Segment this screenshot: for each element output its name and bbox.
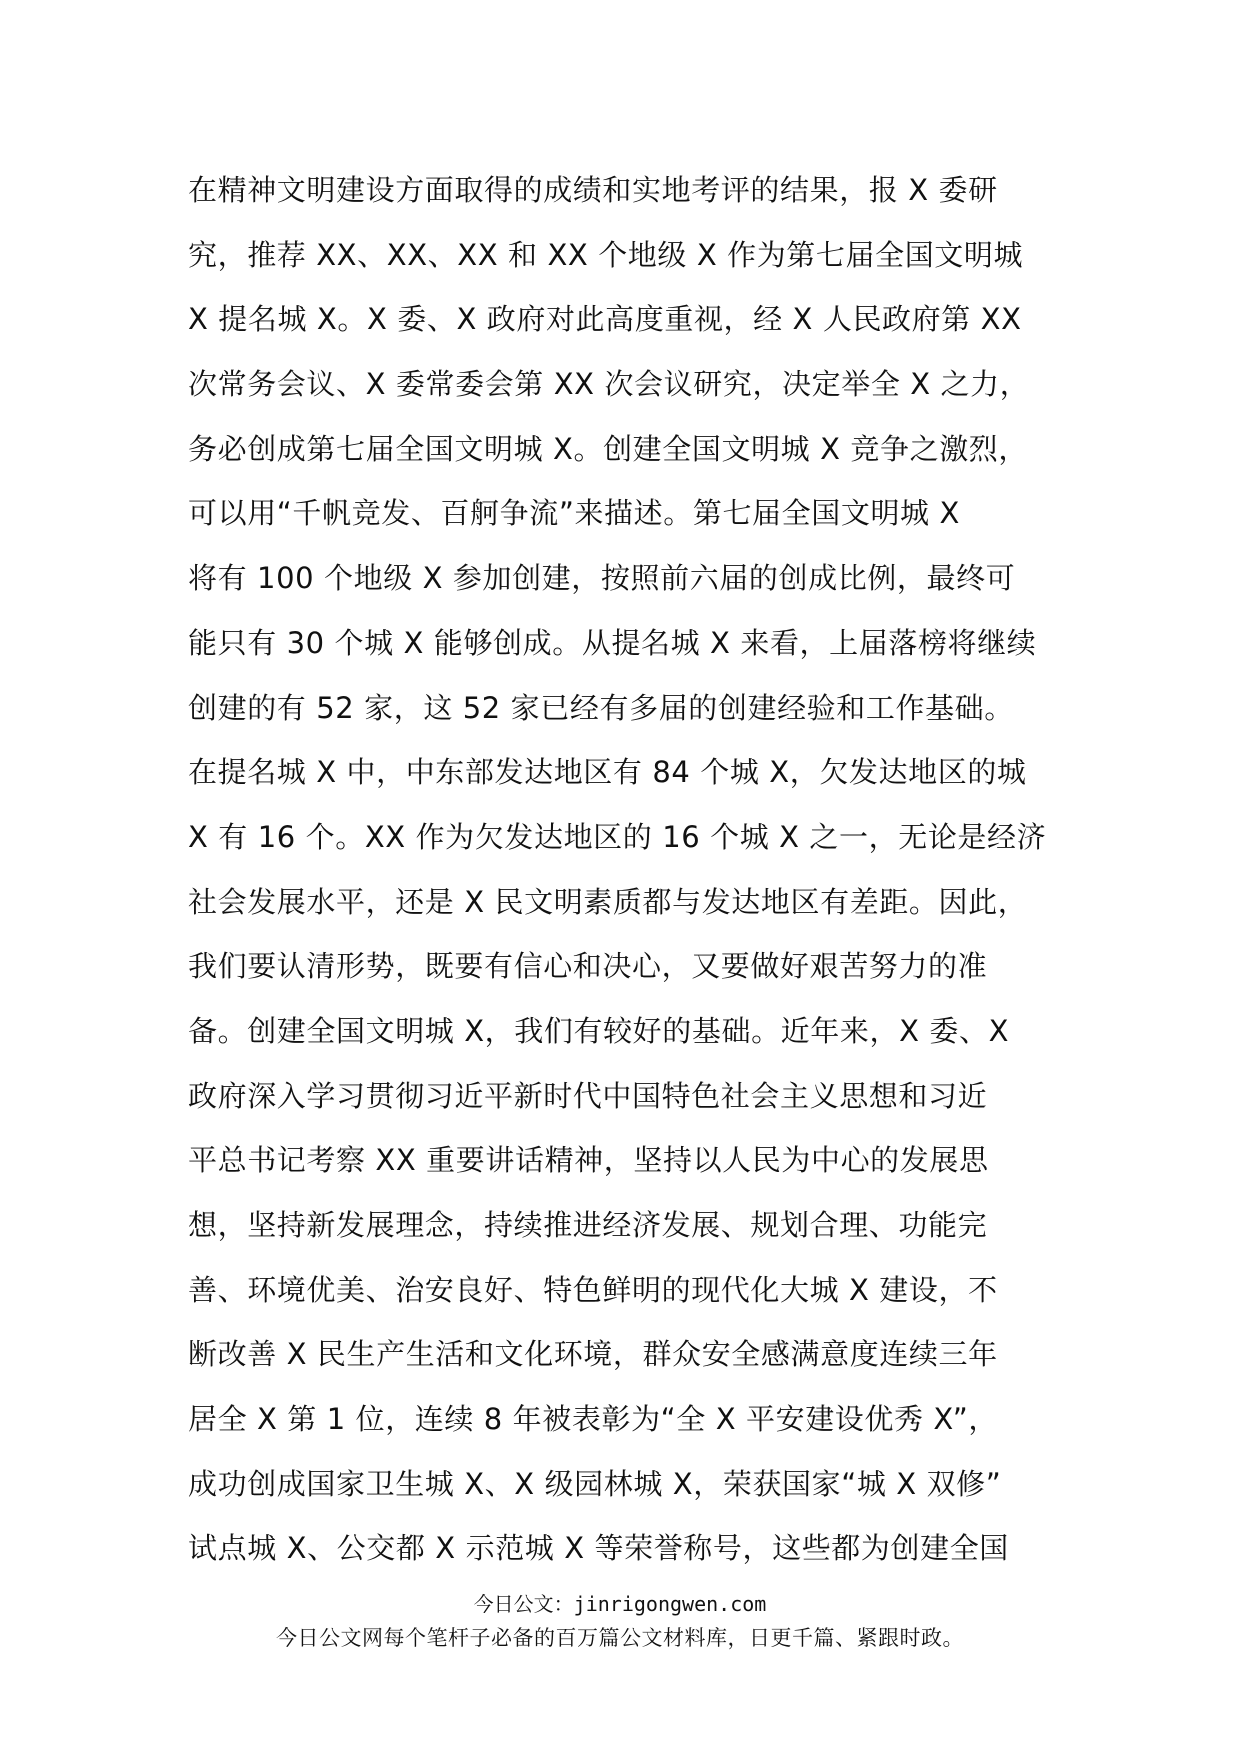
body-text [188, 158, 1068, 1581]
text-line: 创建的有 52 家，这 52 家已经有多届的创建经验和工作基础。 [188, 690, 1014, 725]
text-line: 试点城 X、公交都 X 示范城 X 等荣誉称号，这些都为创建全国 [188, 1531, 1009, 1566]
text-line: 居全 X 第 1 位，连续 8 年被表彰为“全 X 平安建设优秀 X”， [188, 1402, 998, 1437]
text-line: 社会发展水平，还是 X 民文明素质都与发达地区有差距。因此， [188, 884, 1028, 919]
footer-site-line [0, 1588, 1240, 1617]
text-line: 在提名城 X 中，中东部发达地区有 84 个城 X，欠发达地区的城 [188, 755, 1027, 790]
text-line: 平总书记考察 XX 重要讲话精神，坚持以人民为中心的发展思 [188, 1143, 989, 1178]
text-line: 断改善 X 民生产生活和文化环境，群众安全感满意度连续三年 [188, 1337, 998, 1372]
text-line: 能只有 30 个城 X 能够创成。从提名城 X 来看，上届落榜将继续 [188, 625, 1037, 660]
text-line: 政府深入学习贯彻习近平新时代中国特色社会主义思想和习近 [188, 1078, 988, 1113]
text-line: 可以用“千帆竞发、百舸争流”来描述。第七届全国文明城 X [188, 496, 960, 531]
text-line: 想，坚持新发展理念，持续推进经济发展、规划合理、功能完 [188, 1208, 988, 1242]
text-line: X 提名城 X。X 委、X 政府对此高度重视，经 X 人民政府第 XX [188, 302, 1022, 337]
text-line: 究，推荐 XX、XX、XX 和 XX 个地级 X 作为第七届全国文明城 [188, 237, 1024, 272]
text-line: 在精神文明建设方面取得的成绩和实地考评的结果，报 X 委研 [188, 173, 998, 207]
text-line: 成功创成国家卫生城 X、X 级园林城 X，荣获国家“城 X 双修” [188, 1466, 1002, 1501]
text-line: 善、环境优美、治安良好、特色鲜明的现代化大城 X 建设，不 [188, 1272, 998, 1307]
footer-site-url[interactable]: jinrigongwen.com [573, 1592, 767, 1616]
footer-site-label: 今日公文： [473, 1592, 574, 1616]
text-line: 备。创建全国文明城 X，我们有较好的基础。近年来，X 委、X [188, 1013, 1010, 1048]
text-line: 务必创成第七届全国文明城 X。创建全国文明城 X 竞争之激烈， [188, 431, 1028, 466]
text-line: 我们要认清形势，既要有信心和决心，又要做好艰苦努力的准 [188, 949, 988, 984]
text-line: 次常务会议、X 委常委会第 XX 次会议研究，决定举全 X 之力， [188, 367, 1030, 402]
text-line: X 有 16 个。XX 作为欠发达地区的 16 个城 X 之一，无论是经济 [188, 819, 1047, 854]
text-line: 将有 100 个地级 X 参加创建，按照前六届的创成比例，最终可 [188, 561, 1016, 596]
footer-slogan: 今日公文网每个笔杆子必备的百万篇公文材料库，日更千篇、紧跟时政。 [276, 1626, 964, 1650]
